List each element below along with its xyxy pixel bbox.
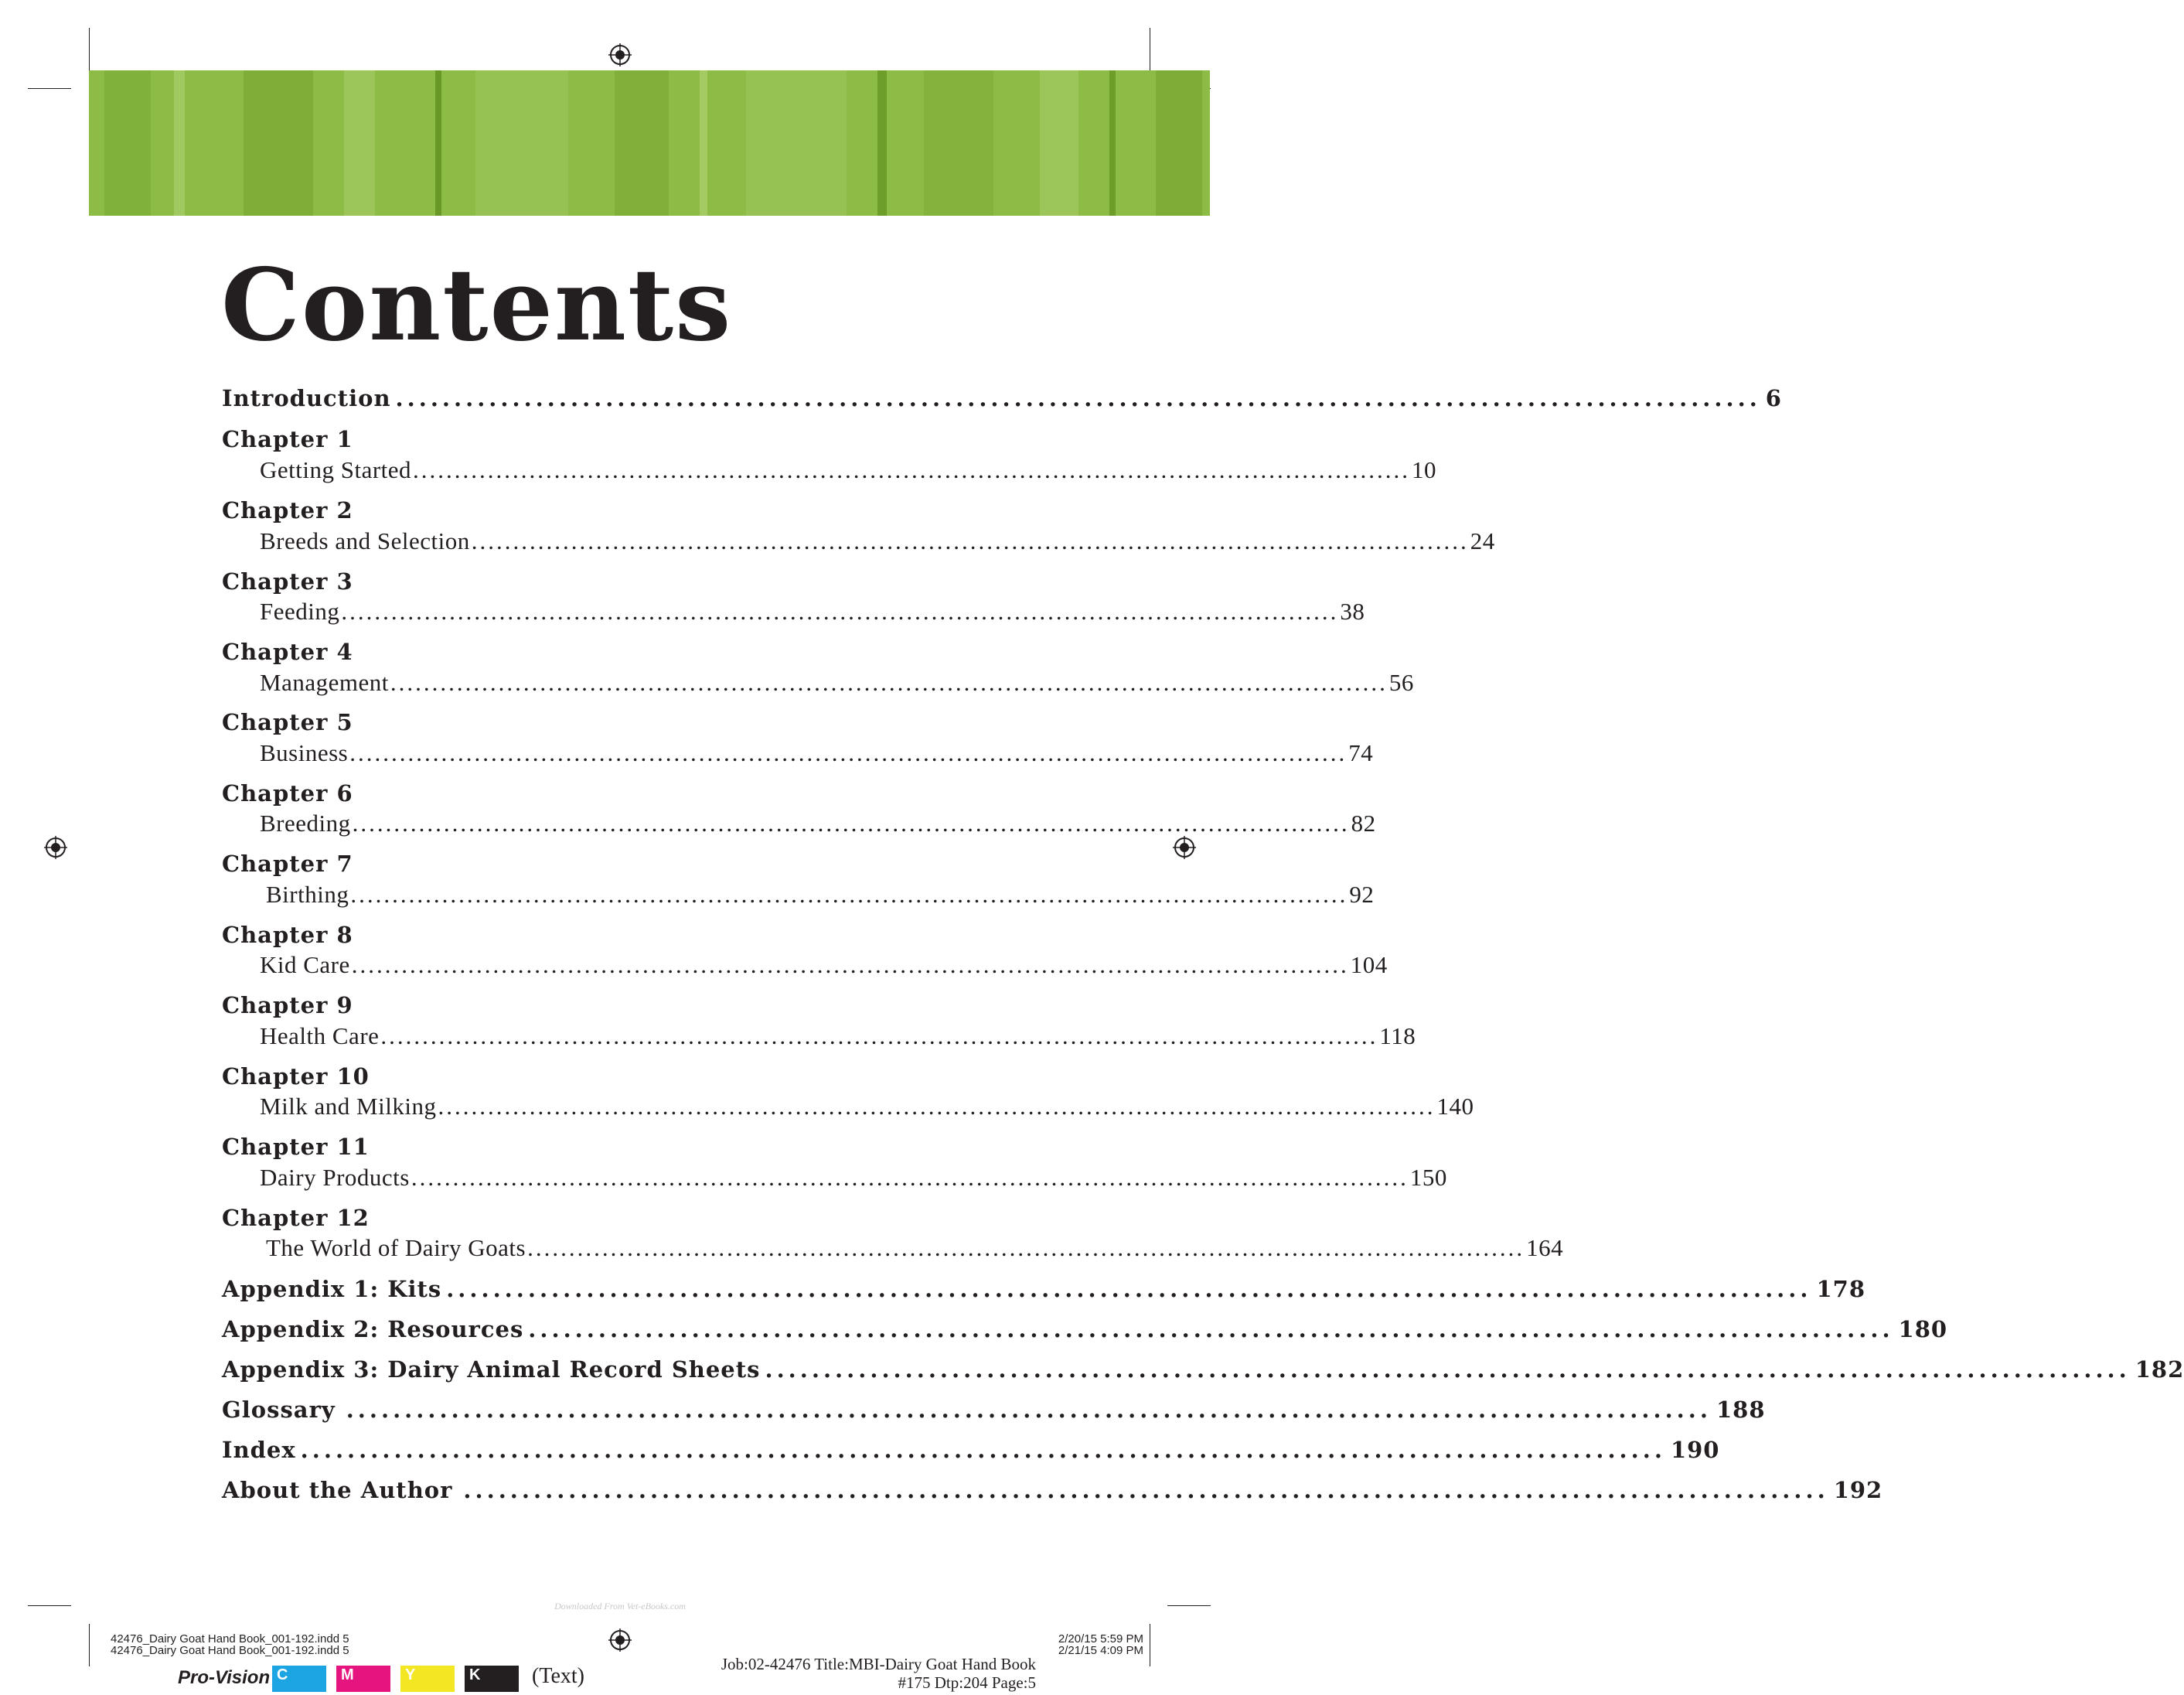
toc-entry-about-author[interactable] (222, 1477, 1883, 1503)
chapter-title: Milk and Milking (260, 1093, 437, 1120)
chapter-title: Health Care (260, 1022, 380, 1049)
toc-entry-label: About the Author (222, 1477, 453, 1503)
toc-chapter-entry[interactable] (260, 598, 1365, 626)
chapter-number: Chapter 3 (222, 568, 353, 595)
chapter-title: Feeding (260, 598, 340, 625)
dot-leader: ........................................................................................................................ (390, 669, 1388, 696)
crop-mark (28, 88, 71, 89)
toc-entry-label: Introduction (222, 385, 391, 411)
chapter-page: 140 (1436, 1093, 1474, 1120)
date-slug-line-2: 2/21/15 4:09 PM (1058, 1644, 1143, 1657)
toc-entry-appendix-1[interactable] (222, 1276, 1866, 1302)
watermark: Downloaded From Vet-eBooks.com (554, 1601, 686, 1611)
toc-entry-label: Appendix 3: Dairy Animal Record Sheets (222, 1356, 761, 1383)
toc-chapter-entry[interactable] (260, 1093, 1474, 1120)
chapter-page: 38 (1340, 598, 1365, 625)
chapter-number: Chapter 2 (222, 497, 353, 524)
date-slug-line-1: 2/20/15 5:59 PM (1058, 1632, 1143, 1646)
chapter-number: Chapter 1 (222, 426, 353, 452)
toc-chapter-entry[interactable] (260, 527, 1495, 555)
chapter-title: Business (260, 739, 349, 766)
toc-entry-glossary[interactable] (222, 1397, 1766, 1423)
toc-entry-label: Index (222, 1437, 296, 1463)
toc-entry-page: 192 (1833, 1477, 1883, 1503)
toc-entry-page: 6 (1765, 385, 1782, 411)
toc-entry-label: Glossary (222, 1397, 336, 1423)
toc-chapter-entry[interactable] (260, 669, 1414, 697)
toc-chapter-entry[interactable] (260, 1234, 1564, 1262)
chapter-number: Chapter 7 (222, 851, 353, 877)
color-swatch-black: K (465, 1666, 519, 1692)
chapter-page: 104 (1350, 951, 1388, 978)
chapter-page: 74 (1348, 739, 1374, 766)
chapter-page: 10 (1412, 456, 1437, 483)
chapter-page: 92 (1349, 881, 1375, 908)
crop-mark (89, 28, 90, 70)
dot-leader: ..................................................................................................................... (446, 1276, 1812, 1302)
dot-leader: ........................................................................................................................ (350, 881, 1348, 908)
dot-leader: ........................................................................................................................ (471, 527, 1469, 554)
color-swatch-cyan: C (272, 1666, 326, 1692)
registration-mark-icon (608, 43, 632, 67)
chapter-page: 24 (1470, 527, 1495, 554)
chapter-number: Chapter 9 (222, 992, 353, 1018)
chapter-title: Birthing (266, 881, 349, 908)
toc-chapter-entry[interactable] (260, 1164, 1447, 1192)
dot-leader: ........................................................................................................................ (380, 1022, 1378, 1049)
dot-leader: ..................................................................................................................... (300, 1437, 1666, 1463)
chapter-number: Chapter 4 (222, 639, 353, 665)
chapter-title: Kid Care (260, 951, 350, 978)
color-swatch-yellow: Y (400, 1666, 455, 1692)
toc-chapter-entry[interactable] (260, 810, 1376, 837)
header-banner (89, 70, 1210, 216)
page-title: Contents (221, 247, 733, 363)
chapter-number: Chapter 8 (222, 922, 353, 948)
chapter-title: Management (260, 669, 389, 696)
toc-entry-index[interactable] (222, 1437, 1720, 1463)
dot-leader: ........................................................................................................................ (438, 1093, 1436, 1120)
chapter-page: 164 (1526, 1234, 1564, 1261)
toc-chapter-entry[interactable] (260, 739, 1374, 767)
dot-leader: ........................................................................................................................ (351, 951, 1349, 978)
chapter-page: 150 (1409, 1164, 1447, 1191)
registration-mark-icon (44, 836, 67, 859)
chapter-number: Chapter 5 (222, 709, 353, 735)
job-line-1: Job:02-42476 Title:MBI-Dairy Goat Hand Book (721, 1655, 1036, 1673)
chapter-title: Breeds and Selection (260, 527, 470, 554)
toc-chapter-entry[interactable] (260, 951, 1388, 979)
toc-entry-appendix-2[interactable] (222, 1316, 1948, 1342)
dot-leader: ..................................................................................................................... (463, 1477, 1829, 1503)
dot-leader: ........................................................................................................................ (341, 598, 1339, 625)
dot-leader: ..................................................................................................................... (395, 385, 1761, 411)
toc-entry-label: Appendix 2: Resources (222, 1316, 524, 1342)
toc-entry-page: 180 (1898, 1316, 1948, 1342)
dot-leader: ........................................................................................................................ (413, 456, 1411, 483)
toc-entry-page: 188 (1716, 1397, 1766, 1423)
file-slug-line-1: 42476_Dairy Goat Hand Book_001-192.indd 5 (111, 1632, 349, 1646)
toc-entry-page: 190 (1670, 1437, 1720, 1463)
chapter-number: Chapter 12 (222, 1205, 370, 1231)
toc-entry-introduction[interactable] (222, 385, 1782, 411)
registration-mark-icon (1173, 836, 1196, 859)
crop-mark (89, 1624, 90, 1666)
chapter-title: Dairy Products (260, 1164, 410, 1191)
toc-entry-page: 182 (2135, 1356, 2184, 1383)
plate-label: (Text) (532, 1664, 585, 1688)
chapter-number: Chapter 6 (222, 780, 353, 807)
chapter-number: Chapter 11 (222, 1134, 370, 1160)
chapter-page: 82 (1351, 810, 1376, 837)
dot-leader: ........................................................................................................................ (349, 739, 1348, 766)
chapter-number: Chapter 10 (222, 1063, 370, 1090)
toc-entry-label: Appendix 1: Kits (222, 1276, 442, 1302)
registration-mark-icon (608, 1628, 632, 1652)
toc-entry-appendix-3[interactable] (222, 1356, 2184, 1383)
color-swatch-magenta: M (336, 1666, 390, 1692)
dot-leader: ..................................................................................................................... (346, 1397, 1712, 1423)
chapter-page: 118 (1379, 1022, 1416, 1049)
toc-entry-page: 178 (1816, 1276, 1866, 1302)
chapter-title: Breeding (260, 810, 351, 837)
chapter-title: Getting Started (260, 456, 412, 483)
chapter-title: The World of Dairy Goats (266, 1234, 526, 1261)
dot-leader: ........................................................................................................................ (527, 1234, 1525, 1261)
toc-chapter-entry[interactable] (260, 456, 1437, 484)
toc-chapter-entry[interactable] (260, 1022, 1416, 1050)
dot-leader: ........................................................................................................................ (352, 810, 1350, 837)
dot-leader: ..................................................................................................................... (765, 1356, 2131, 1383)
chapter-page: 56 (1388, 669, 1414, 696)
dot-leader: ..................................................................................................................... (528, 1316, 1894, 1342)
brand-logo: Pro-Vision (178, 1667, 271, 1688)
dot-leader: ........................................................................................................................ (411, 1164, 1409, 1191)
toc-chapter-entry[interactable] (260, 881, 1375, 909)
file-slug-line-2: 42476_Dairy Goat Hand Book_001-192.indd 5 (111, 1644, 349, 1657)
job-line-2: #175 Dtp:204 Page:5 (898, 1673, 1036, 1692)
